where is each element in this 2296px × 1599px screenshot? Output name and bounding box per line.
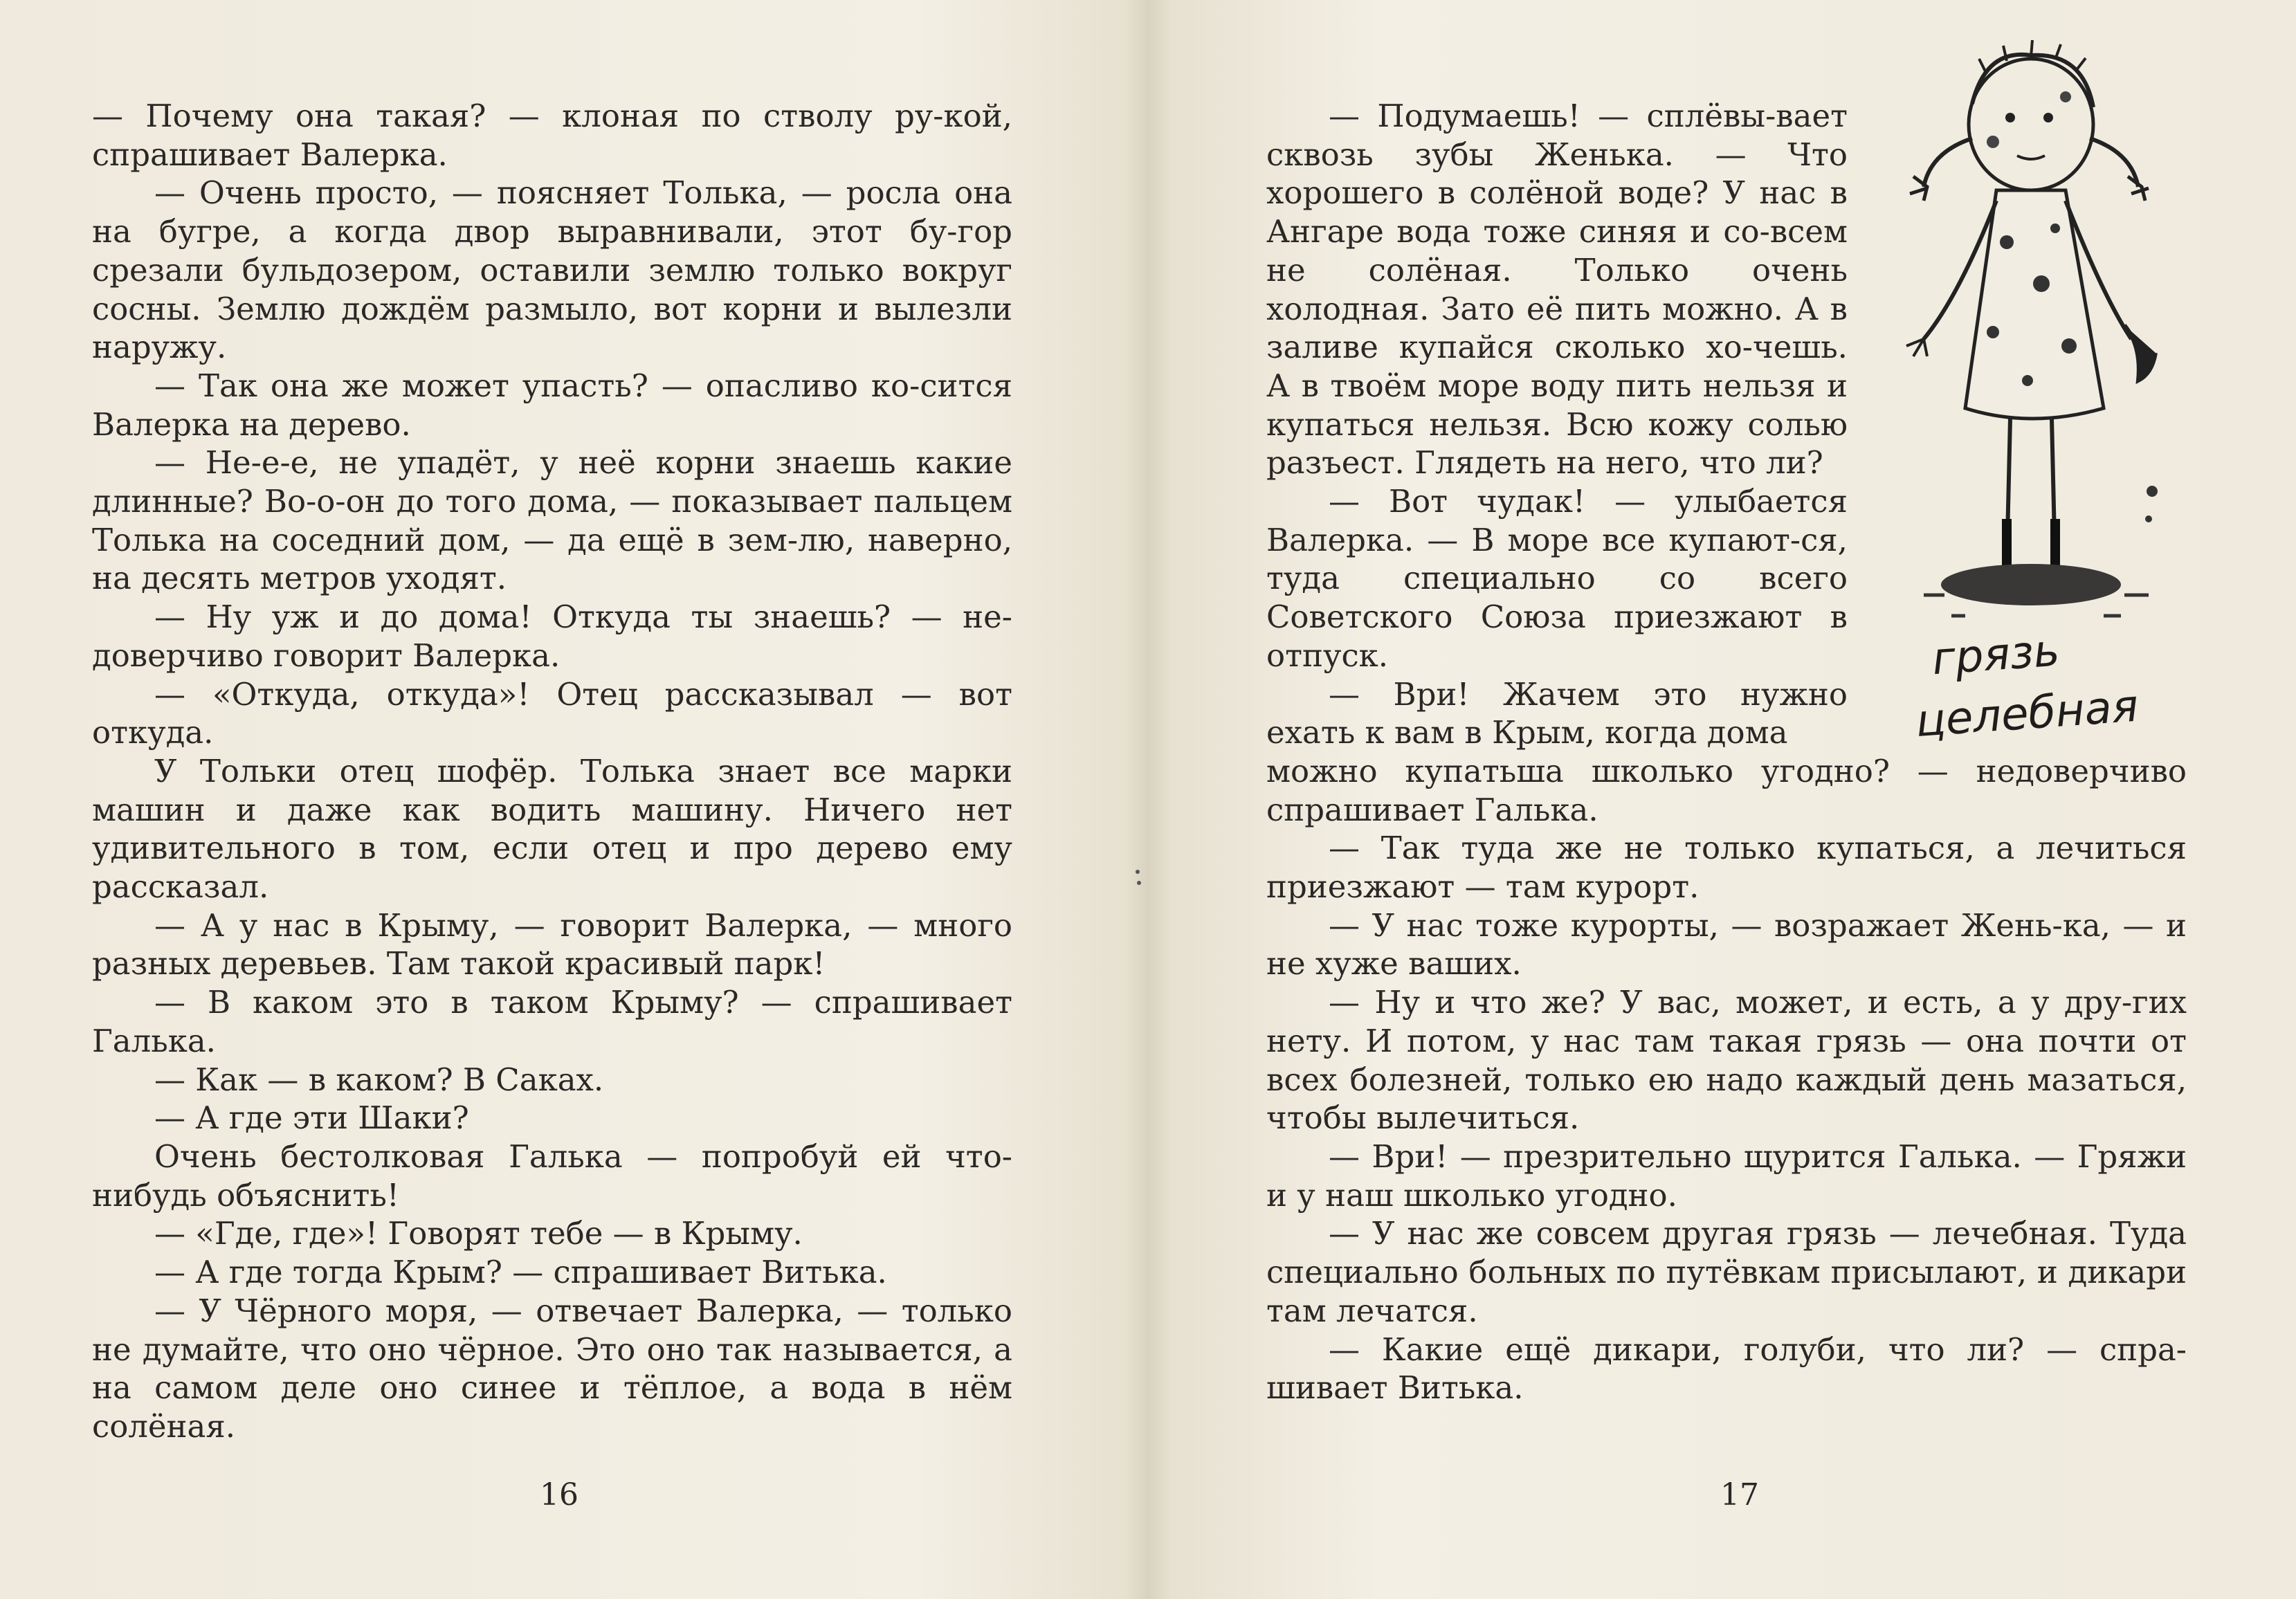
paragraph: — У Чёрного моря, — отвечает Валерка, — только не думайте, что оно чёрное. Это оно так называется, а на самом деле оно синее и тёплое, а вода в нём солёная.	[92, 1292, 1012, 1445]
paragraph: — Ври! — презрительно щурится Галька. — Гряжи и у наш школько угодно.	[1266, 1137, 2187, 1214]
left-text-column	[92, 97, 1012, 1446]
paragraph: — Как — в каком? В Саках.	[154, 1061, 604, 1098]
paragraph: — Ну уж и до дома! Откуда ты знаешь? — не-доверчиво говорит Валерка.	[92, 599, 1012, 674]
paragraph: — «Откуда, откуда»! Отец рассказывал — вот откуда.	[92, 675, 1012, 751]
gutter-mark	[1135, 865, 1143, 893]
paragraph: Очень бестолковая Галька — попробуй ей что-нибудь объяснить!	[92, 1137, 1012, 1214]
page-number: 17	[1720, 1477, 1759, 1513]
page-number: 16	[540, 1477, 578, 1513]
caption-line: грязь	[1930, 625, 2061, 686]
paragraph: — Ври! Жачем это нужно ехать к вам в Крым, когда дома	[1266, 675, 1848, 751]
paragraph: — В каком это в таком Крыму? — спрашивает Галька.	[92, 984, 1012, 1059]
left-page	[0, 0, 1135, 1599]
paragraph: — У нас тоже курорты, — возражает Жень-ка, — и не хуже ваших.	[1266, 906, 2187, 983]
paragraph: У Тольки отец шофёр. Толька знает все марки машин и даже как водить машину. Ничего нет удивительного в том, если отец и про дерево ему рассказал.	[92, 752, 1012, 906]
paragraph: — Подумаешь! — сплёвы-вает сквозь зубы Женька. — Что хорошего в солёной воде? У нас в Ангаре вода тоже синяя и со-всем не солёная. Только очень холодная. Зато её пить можно. А в заливе купайся сколько хо-чешь. А в твоём море воду пить нельзя и купаться нельзя. Всю кожу солью разъест. Глядеть на него, что ли?	[1266, 98, 1848, 482]
paragraph: — А где эти Шаки?	[154, 1099, 469, 1137]
paragraph: — Почему она такая? — клоная по стволу ру-кой, спрашивает Валерка.	[92, 98, 1012, 173]
paragraph: можно купатьша школько угодно? — недоверчиво спрашивает Галька.	[1266, 752, 2187, 828]
paragraph: — «Где, где»! Говорят тебе — в Крыму.	[154, 1215, 803, 1252]
paragraph: — А где тогда Крым? — спрашивает Витька.	[154, 1254, 887, 1291]
paragraph: — Очень просто, — поясняет Толька, — росла она на бугре, а когда двор выравнивали, этот бу-гор срезали бульдозером, оставили землю только вокруг сосны. Землю дождём размыло, вот корни и вылезли наружу.	[92, 174, 1012, 366]
paragraph: — Ну и что же? У вас, может, и есть, а у дру-гих нету. И потом, у нас там такая грязь — она почти от всех болезней, только ею надо каждый день мазаться, чтобы вылечиться.	[1266, 984, 2187, 1137]
wrapped-text-block	[1266, 97, 1848, 752]
right-page	[1163, 0, 2296, 1599]
paragraph: — Так туда же не только купаться, а лечиться приезжают — там курорт.	[1266, 830, 2187, 906]
paragraph: — У нас же совсем другая грязь — лечебная. Туда специально больных по путёвкам присылают, и дикари там лечатся.	[1266, 1215, 2187, 1329]
paragraph: — Какие ещё дикари, голуби, что ли? — спра-шивает Витька.	[1266, 1331, 2187, 1407]
paragraph: — Вот чудак! — улыбается Валерка. — В море все купают-ся, туда специально со всего Советского Союза приезжают в отпуск.	[1266, 483, 1848, 674]
illustration-caption	[1909, 615, 2140, 752]
paragraph: — Не-е-е, не упадёт, у неё корни знаешь какие длинные? Во-о-он до того дома, — показывает пальцем Толька на соседний дом, — да ещё в зем-лю, наверно, на десять метров уходят.	[92, 444, 1012, 597]
paragraph: — А у нас в Крыму, — говорит Валерка, — много разных деревьев. Там такой красивый парк!	[92, 906, 1012, 983]
paragraph: — Так она же может упасть? — опасливо ко-сится Валерка на дерево.	[92, 367, 1012, 443]
caption-line: целебная	[1913, 680, 2140, 748]
